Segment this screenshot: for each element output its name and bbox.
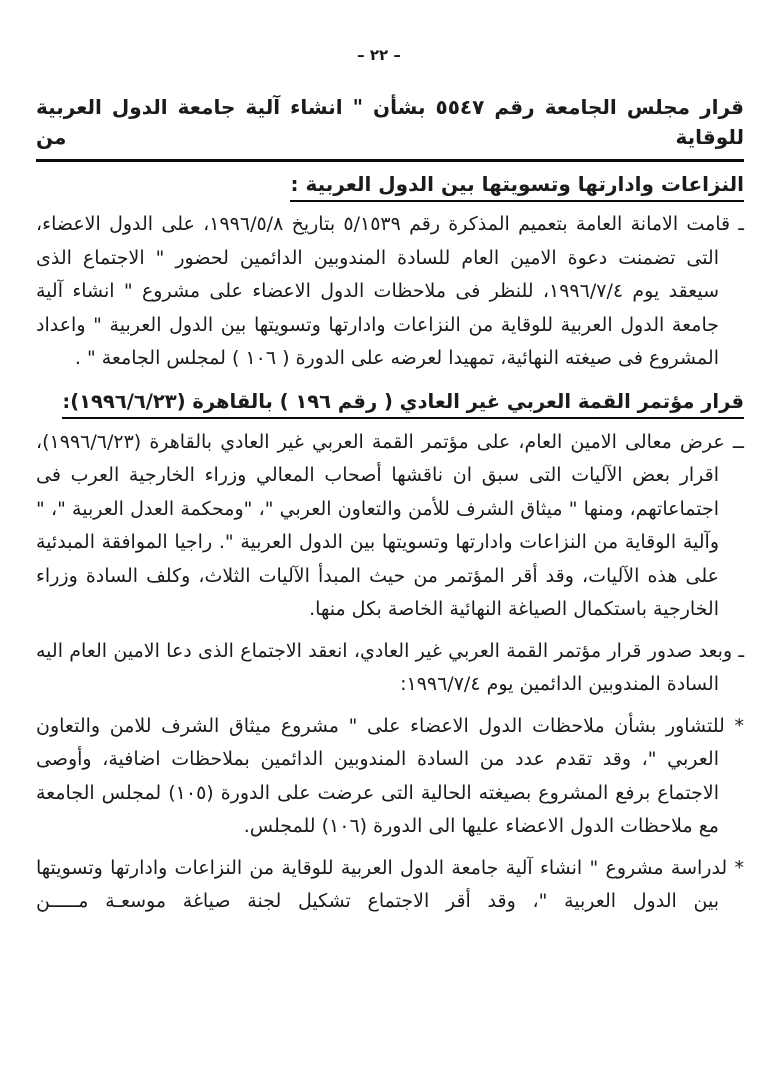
decree2-paragraph-2 <box>36 635 744 702</box>
asterisk-marker: * <box>734 856 744 879</box>
decree2-bullet-1 <box>36 710 744 844</box>
paragraph-text: لدراسة مشروع " انشاء آلية جامعة الدول العربية للوقاية من النزاعات وادارتها وتسويتها بين الدول العربية "، وقد أقر الاجتماع تشكيل لجنة صياغة موسعـة مـــــن <box>36 856 728 912</box>
asterisk-marker: * <box>734 714 744 737</box>
paragraph-text: عرض معالى الامين العام، على مؤتمر القمة العربي غير العادي بالقاهرة (١٩٩٦/٦/٢٣)، اقرار بعض الآليات التى سبق ان ناقشها أصحاب المعالي وزراء الخارجية العرب فى اجتماعاتهم، ومنها " ميثاق الشرف للأمن والتعاون العربي "، "ومحكمة العدل العربية "، " وآلية الوقاية من النزاعات وادارتها وتسويتها بين الدول العربية ". راجيا الموافقة المبدئية على هذه الآليات، وقد أقر المؤتمر من حيث المبدأ الآليات الثلاث، وكلف السادة وزراء الخارجية باستكمال الصياغة النهائية الخاصة بكل منها. <box>36 430 725 620</box>
document-content <box>0 92 758 919</box>
dash-marker: ـ <box>738 639 745 662</box>
paragraph-text: قامت الامانة العامة بتعميم المذكرة رقم ٥/١٥٣٩ بتاريخ ١٩٩٦/٥/٨، على الدول الاعضاء، التى تضمنت دعوة الامين العام للسادة المندوبين الدائمين لحضور " الاجتماع الذى سيعقد يوم ١٩٩٦/٧/٤، للنظر فى ملاحظات الدول الاعضاء على مشروع " انشاء آلية جامعة الدول العربية للوقاية من النزاعات وادارتها وتسويتها بين الدول العربية " واعداد المشروع فى صيغته النهائية، تمهيدا لعرضه على الدورة ( ١٠٦ ) لمجلس الجامعة " . <box>36 213 731 369</box>
page-number: – ٢٢ – <box>357 46 401 64</box>
dash-marker: ـ <box>738 213 744 235</box>
paragraph-text: وبعد صدور قرار مؤتمر القمة العربي غير العادي، انعقد الاجتماع الذى دعا الامين العام اليه السادة المندوبين الدائمين يوم ١٩٩٦/٧/٤: <box>36 639 733 695</box>
paragraph-text: للتشاور بشأن ملاحظات الدول الاعضاء على " مشروع ميثاق الشرف للامن والتعاون العربي "، وقد تقدم عدد من السادة المندوبين الدائمين بملاحظات اضافية، وأوصى الاجتماع برفع المشروع بصيغته الحالية التى عرضت على الدورة (١٠٥) لمجلس الجامعة مع ملاحظات الدول الاعضاء عليها الى الدورة (١٠٦) للمجلس. <box>36 714 725 837</box>
decree2-paragraph-1 <box>36 426 744 627</box>
decree1-title-line1: قرار مجلس الجامعة رقم ٥٥٤٧ بشأن " انشاء آلية جامعة الدول العربية للوقاية من <box>36 92 744 162</box>
decree1-title-line2: النزاعات وادارتها وتسويتها بين الدول العربية : <box>290 172 744 202</box>
decree1-paragraph <box>36 208 744 376</box>
decree1-title-line2-row <box>36 169 744 200</box>
decree2-title: قرار مؤتمر القمة العربي غير العادي ( رقم ١٩٦ ) بالقاهرة (١٩٩٦/٦/٢٣): <box>62 390 744 419</box>
decree2-heading-row <box>36 386 744 418</box>
dash-marker: ــ <box>732 430 744 453</box>
decree2-bullet-2 <box>36 852 744 919</box>
